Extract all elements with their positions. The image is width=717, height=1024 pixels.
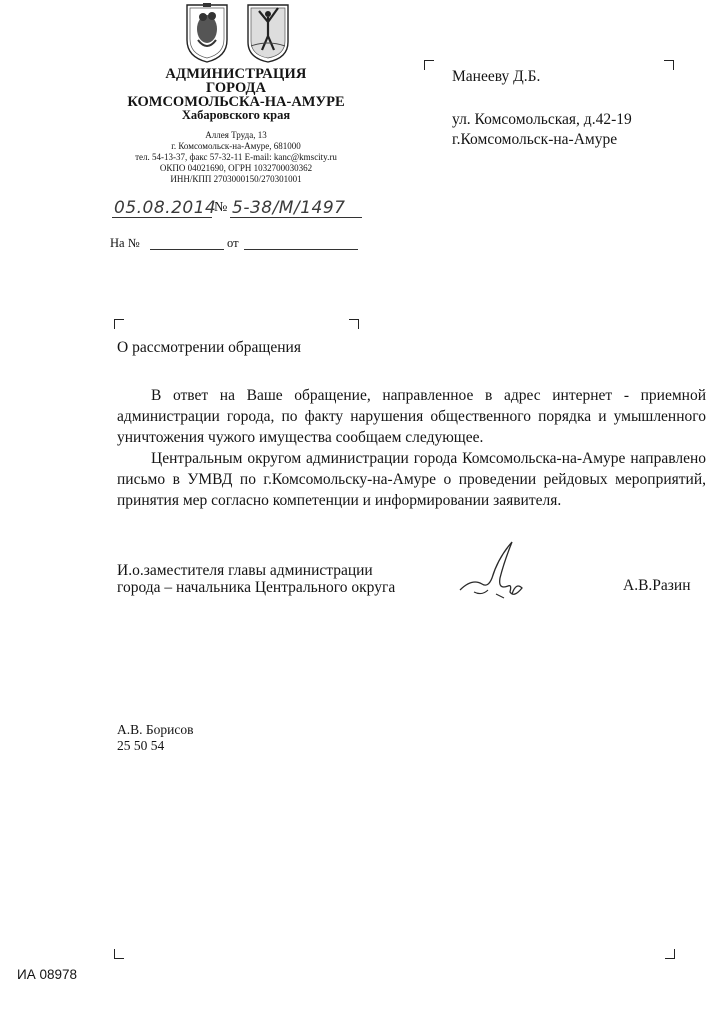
org-phone-email: тел. 54-13-37, факс 57-32-11 E-mail: kanc@kmscity.ru bbox=[135, 152, 337, 162]
org-name-line2: ГОРОДА bbox=[206, 80, 266, 96]
org-inn-kpp: ИНН/КПП 2703000150/270301001 bbox=[170, 174, 302, 184]
letter-subject: О рассмотрении обращения bbox=[117, 339, 301, 356]
org-address-city: г. Комсомольск-на-Амуре, 681000 bbox=[171, 141, 301, 151]
executor-name: А.В. Борисов bbox=[117, 722, 194, 737]
org-name-line1: АДМИНИСТРАЦИЯ bbox=[165, 66, 307, 82]
executor-block bbox=[117, 722, 193, 754]
body-paragraph-1: В ответ на Ваше обращение, направленное в адрес интернет - приемной администрации города, по факту нарушения общественного порядка и умышленного уничтожения чужого имущества сообщаем следующее. bbox=[117, 387, 706, 446]
handwritten-signature-icon bbox=[452, 538, 530, 606]
recipient-city: г.Комсомольск-на-Амуре bbox=[452, 131, 618, 148]
subject-corner-tl bbox=[114, 319, 124, 329]
org-name-line3: КОМСОМОЛЬСКА-НА-АМУРЕ bbox=[127, 94, 345, 110]
outgoing-date: 05.08.2014 bbox=[114, 198, 217, 218]
signatory-position-line1: И.о.заместителя главы администрации bbox=[117, 562, 373, 579]
letter-body bbox=[117, 385, 706, 511]
body-paragraph-2: Центральным округом администрации города Комсомольска-на-Амуре направлено письмо в УМВД по г.Комсомольску-на-Амуре о проведении рейдовых мероприятий, принятия мер согласно компетенции и информировании заявителя. bbox=[117, 450, 706, 509]
recipient-street: ул. Комсомольская, д.42-19 bbox=[452, 111, 632, 128]
recipient-name: Манееву Д.Б. bbox=[452, 68, 541, 85]
regional-coat-of-arms-icon bbox=[184, 2, 230, 64]
reference-date-blank bbox=[244, 249, 358, 250]
signatory-name: А.В.Разин bbox=[623, 577, 691, 594]
reference-line bbox=[110, 236, 239, 251]
reference-label: На № bbox=[110, 236, 140, 250]
date-underline bbox=[112, 217, 212, 218]
page-corner-bl bbox=[114, 949, 124, 959]
reference-number-blank bbox=[150, 249, 224, 250]
org-address-street: Аллея Труда, 13 bbox=[205, 130, 267, 140]
recipient-corner-tr bbox=[664, 60, 674, 70]
page-corner-br bbox=[665, 949, 675, 959]
city-coat-of-arms-icon bbox=[245, 2, 291, 64]
reference-from-label: от bbox=[227, 236, 239, 250]
recipient-corner-tl bbox=[424, 60, 434, 70]
signatory-position bbox=[117, 562, 395, 596]
outgoing-number: 5-38/М/1497 bbox=[232, 198, 346, 218]
executor-phone: 25 50 54 bbox=[117, 738, 165, 753]
number-underline bbox=[230, 217, 362, 218]
org-okpo-ogrn: ОКПО 04021690, ОГРН 1032700030362 bbox=[159, 163, 313, 173]
document-id: ИА 08978 bbox=[17, 967, 77, 982]
number-sign: № bbox=[214, 200, 228, 215]
signatory-position-line2: города – начальника Центрального округа bbox=[117, 579, 396, 596]
org-region: Хабаровского края bbox=[181, 108, 291, 122]
subject-corner-tr bbox=[349, 319, 359, 329]
